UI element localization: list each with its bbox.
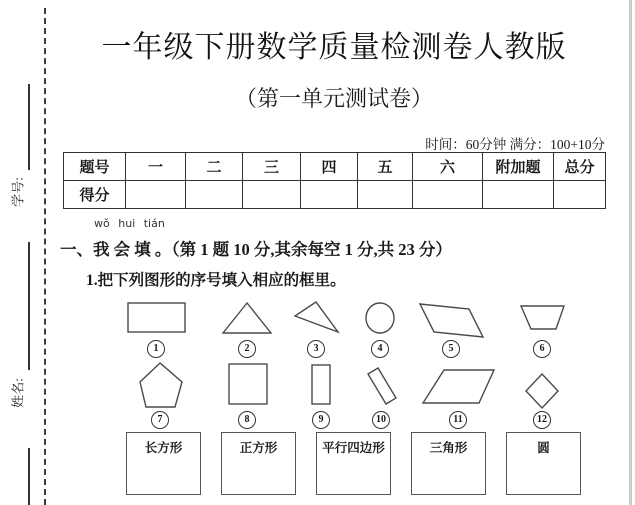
score-cell-two xyxy=(186,181,243,209)
shape-item-4 xyxy=(340,300,420,358)
shape-item-12 xyxy=(502,361,582,429)
score-cell-five xyxy=(358,181,413,209)
rectangle-icon xyxy=(116,300,196,338)
shape-item-5 xyxy=(411,300,491,358)
score-cell-total xyxy=(554,181,606,209)
question-1-text: 1.把下列图形的序号填入相应的框里。 xyxy=(86,272,346,289)
shape-number-badge: 5 xyxy=(442,340,460,358)
shape-number-badge: 4 xyxy=(371,340,389,358)
score-cell-six xyxy=(413,181,483,209)
shape-number-badge: 12 xyxy=(533,411,551,429)
shape-item-8 xyxy=(207,361,287,429)
shape-number-badge: 9 xyxy=(312,411,330,429)
middle-blank-line xyxy=(28,242,30,370)
col-bonus: 附加题 xyxy=(483,153,554,181)
time-and-score-info: 时间：60分钟 满分：100+10分 xyxy=(425,137,605,152)
shape-item-7 xyxy=(120,361,200,429)
shape-item-6 xyxy=(502,300,582,358)
shape-item-11 xyxy=(418,361,498,429)
trapezoid-icon xyxy=(502,300,582,338)
category-label: 圆 xyxy=(537,441,550,455)
triangle-icon xyxy=(207,300,287,338)
score-cell-three xyxy=(243,181,301,209)
parallelogram-icon xyxy=(411,300,491,338)
col-six: 六 xyxy=(413,153,483,181)
col-five: 五 xyxy=(358,153,413,181)
score-table-score-row xyxy=(64,181,606,209)
answer-box-circle xyxy=(506,432,581,495)
shape-number-badge: 6 xyxy=(533,340,551,358)
name-blank-line xyxy=(28,448,30,505)
shape-number-badge: 8 xyxy=(238,411,256,429)
shape-number-badge: 3 xyxy=(307,340,325,358)
shape-number-badge: 10 xyxy=(372,411,390,429)
category-label: 平行四边形 xyxy=(322,441,385,455)
category-label: 正方形 xyxy=(239,441,278,455)
seal-dashed-line xyxy=(44,8,46,505)
score-table-header-row xyxy=(64,153,606,181)
col-three: 三 xyxy=(243,153,301,181)
page-title: 一年级下册数学质量检测卷人教版 xyxy=(101,31,567,64)
col-total: 总分 xyxy=(554,153,606,181)
col-four: 四 xyxy=(301,153,358,181)
answer-box-rectangle xyxy=(126,432,201,495)
score-row-label: 得分 xyxy=(64,181,126,209)
student-id-label: 学号: xyxy=(10,177,26,207)
shape-item-2 xyxy=(207,300,287,358)
page-subtitle: （第一单元测试卷） xyxy=(234,86,433,111)
section-one-heading: 一、我 会 填 。（第 1 题 10 分,其余每空 1 分,共 23 分） xyxy=(60,240,452,259)
student-id-blank-line xyxy=(28,84,30,170)
shape-number-badge: 11 xyxy=(449,411,467,429)
parallelogram-icon xyxy=(418,361,498,409)
shape-number-badge: 1 xyxy=(147,340,165,358)
score-cell-one xyxy=(126,181,186,209)
col-one: 一 xyxy=(126,153,186,181)
col-two: 二 xyxy=(186,153,243,181)
shape-item-1 xyxy=(116,300,196,358)
page-right-edge-line xyxy=(629,0,632,505)
col-question-number: 题号 xyxy=(64,153,126,181)
pentagon-icon xyxy=(120,361,200,409)
pinyin-annotation: wǒ hui tián xyxy=(94,217,165,230)
score-table xyxy=(63,152,606,209)
diamond-icon xyxy=(502,361,582,409)
tilted-rectangle-icon xyxy=(341,361,421,409)
answer-box-parallelogram xyxy=(316,432,391,495)
name-label: 姓名: xyxy=(10,378,26,408)
answer-box-triangle xyxy=(411,432,486,495)
score-cell-bonus xyxy=(483,181,554,209)
score-cell-four xyxy=(301,181,358,209)
answer-box-square xyxy=(221,432,296,495)
shape-item-10 xyxy=(341,361,421,429)
shape-number-badge: 2 xyxy=(238,340,256,358)
category-label: 三角形 xyxy=(429,441,468,455)
category-label: 长方形 xyxy=(144,441,183,455)
circle-icon xyxy=(340,300,420,338)
square-icon xyxy=(207,361,287,409)
shape-number-badge: 7 xyxy=(151,411,169,429)
